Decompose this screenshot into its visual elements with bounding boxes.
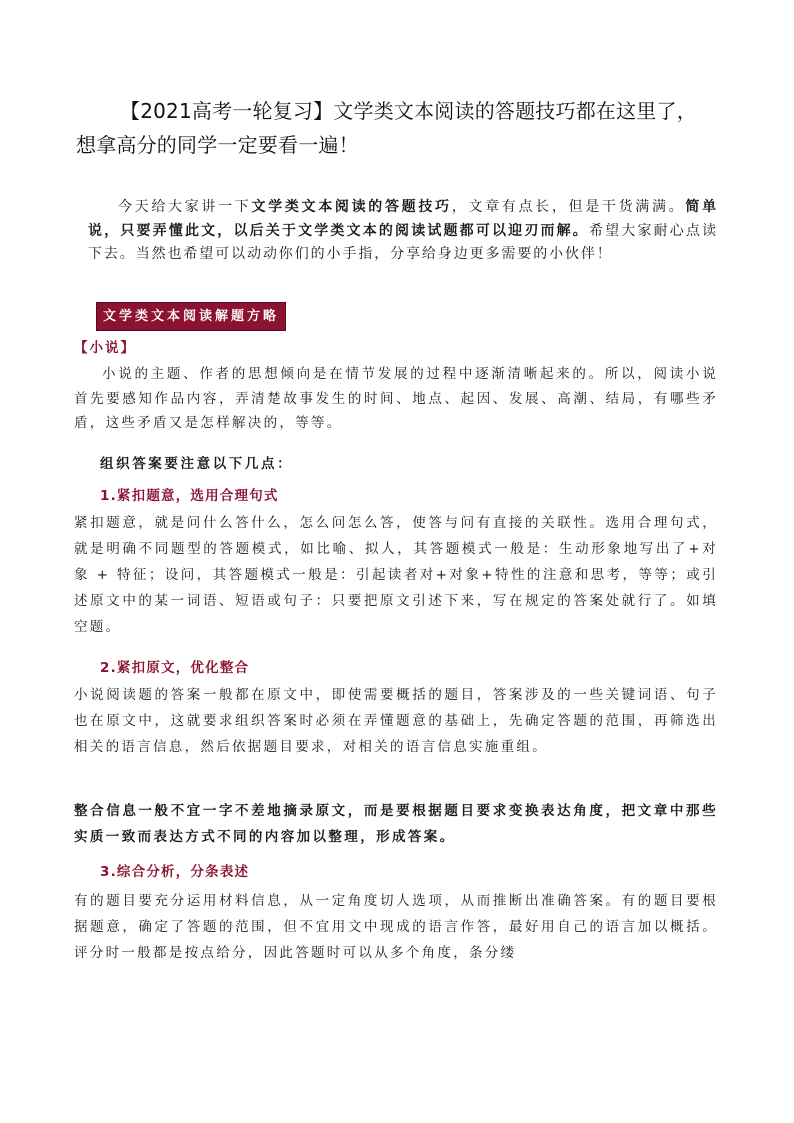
tip-heading-2: 2.紧扣原文，优化整合	[100, 660, 250, 676]
novel-paragraph: 小说的主题、作者的思想倾向是在情节发展的过程中逐渐清晰起来的。所以，阅读小说首先要感知作品内容，弄清楚故事发生的时间、地点、起因、发展、高潮、结局，有哪些矛盾，这些矛盾又是怎样解决的，等等。	[74, 366, 718, 431]
tip-paragraph-2-bold: 整合信息一般不宜一字不差地摘录原文，而是要根据题目要求变换表达角度，把文章中那些实质一致而表达方式不同的内容加以整理，形成答案。	[74, 803, 718, 845]
tip-heading-1: 1.紧扣题意，选用合理句式	[100, 488, 279, 504]
tip-paragraph-3: 有的题目要充分运用材料信息，从一定角度切人选项，从而推断出准确答案。有的题目要根据题意，确定了答题的范围，但不宜用文中现成的语言作答，最好用自己的语言加以概括。评分时一般都是按点给分，因此答题时可以从多个角度，条分缕	[74, 893, 718, 961]
tip-heading-3: 3.综合分析，分条表述	[100, 864, 250, 880]
article-title	[76, 94, 716, 162]
intro-text-1: 今天给大家讲一下	[118, 199, 252, 215]
intro-paragraph	[88, 196, 718, 267]
title-line-2: 想拿高分的同学一定要看一遍！	[76, 133, 359, 157]
intro-bold-1: 文学类文本阅读的答题技巧	[251, 199, 452, 215]
intro-text-2: ，文章有点长，但是干货满满。	[451, 199, 686, 215]
title-line-1: 【2021高考一轮复习】文学类文本阅读的答题技巧都在这里了，	[120, 99, 697, 123]
section-heading-novel: 【小说】	[74, 340, 136, 356]
intro-bold-2: 简单说，只要弄懂此文，以后关于文学类文本的阅读试题都可以迎刃而解。	[88, 199, 718, 239]
intro-text-3: 希望大家耐心点读下去。当然也希望可以动动你们的小手指，分享给身边更多需要的小伙伴！	[88, 222, 718, 262]
answer-tips-heading: 组织答案要注意以下几点：	[100, 456, 294, 472]
tip-paragraph-2: 小说阅读题的答案一般都在原文中，即使需要概括的题目，答案涉及的一些关键词语、句子也在原文中，这就要求组织答案时必须在弄懂题意的基础上，先确定答题的范围，再筛选出相关的语言信息，然后依据题目要求，对相关的语言信息实施重组。	[74, 687, 718, 755]
section-banner: 文学类文本阅读解题方略	[96, 302, 286, 331]
tip-paragraph-1: 紧扣题意，就是问什么答什么，怎么问怎么答，使答与问有直接的关联性。选用合理句式，就是明确不同题型的答题模式，如比喻、拟人，其答题模式一般是：生动形象地写出了+对象 + 特征；设问，其答题模式一般是：引起读者对+对象+特性的注意和思考，等等；或引述原文中的某一词语、短语或句子：只要把原文引述下来，写在规定的答案处就行了。如填空题。	[74, 515, 718, 635]
